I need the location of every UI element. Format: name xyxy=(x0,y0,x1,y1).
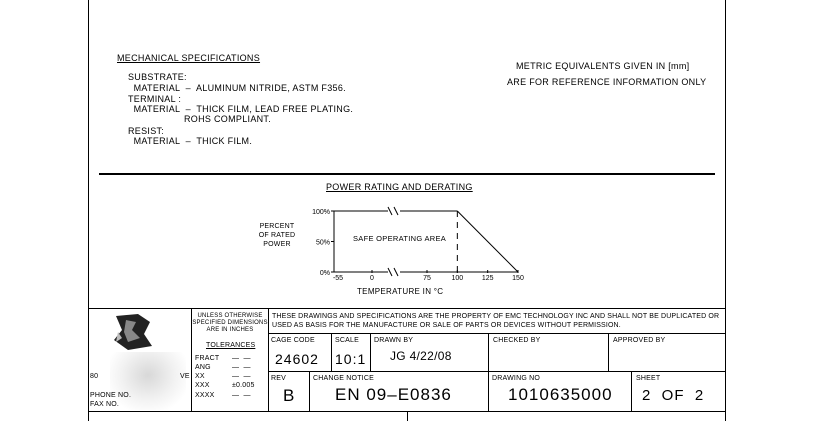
tol-value-ang: — — xyxy=(232,364,251,371)
company-logo-mark xyxy=(108,312,158,352)
company-phone: PHONE NO. xyxy=(90,392,132,399)
cage-code-label: CAGE CODE xyxy=(271,337,315,344)
x-tick-label: 75 xyxy=(423,275,431,282)
drawing-no-label: DRAWING NO xyxy=(492,375,541,382)
metric-note-line1: METRIC EQUIVALENTS GIVEN IN [mm] xyxy=(516,61,690,71)
y-tick-label: 50% xyxy=(315,239,330,247)
x-tick-label: 125 xyxy=(481,275,494,282)
tol-label-fract: FRACT xyxy=(195,355,220,362)
y-tick-label: 0% xyxy=(319,270,330,277)
drawn-by-label: DRAWN BY xyxy=(374,337,414,344)
change-notice-label: CHANGE NOTICE xyxy=(313,375,374,382)
sheet-label: SHEET xyxy=(636,375,661,382)
metric-note-line2: ARE FOR REFERENCE INFORMATION ONLY xyxy=(507,77,707,87)
change-notice-value: EN 09–E0836 xyxy=(335,385,452,404)
logo-icon xyxy=(108,312,158,352)
tol-label-xx: XX xyxy=(195,373,205,380)
x-tick-label: 150 xyxy=(512,275,524,282)
safe-operating-area-label: SAFE OPERATING AREA xyxy=(353,234,447,243)
x-tick-label: 100 xyxy=(451,275,464,282)
x-tick-label: 0 xyxy=(370,275,374,282)
sheet-value: 2 OF 2 xyxy=(642,387,705,404)
mechanical-line: ROHS COMPLIANT. xyxy=(128,114,272,124)
tol-value-xx: — — xyxy=(232,373,251,380)
tol-value-xxx: ±0.005 xyxy=(232,382,255,389)
tol-label-xxxx: XXXX xyxy=(195,392,215,399)
mechanical-line: MATERIAL – ALUMINUM NITRIDE, ASTM F356. xyxy=(128,83,346,93)
y-tick-label: 100% xyxy=(312,209,330,216)
tolerances-label: TOLERANCES xyxy=(206,342,256,349)
company-text-1: 80 xyxy=(90,373,99,380)
rev-label: REV xyxy=(271,375,286,382)
cage-code-value: 24602 xyxy=(275,351,319,367)
drawing-no-value: 1010635000 xyxy=(508,385,613,404)
tolerance-note: UNLESS OTHERWISE SPECIFIED DIMENSIONS ARE IN INCHES xyxy=(192,313,268,333)
x-tick-label: -55 xyxy=(332,275,344,282)
chart-title: POWER RATING AND DERATING xyxy=(326,182,473,192)
company-logo-fade xyxy=(110,352,186,410)
mechanical-line: SUBSTRATE: xyxy=(128,72,187,82)
rev-value: B xyxy=(283,386,296,405)
company-fax: FAX NO. xyxy=(90,401,120,408)
chart-ylabel-text: PERCENT OF RATED POWER xyxy=(258,223,296,248)
tol-label-ang: ANG xyxy=(195,364,211,371)
mechanical-line: MATERIAL – THICK FILM. xyxy=(128,136,253,146)
mechanical-line: MATERIAL – THICK FILM, LEAD FREE PLATING. xyxy=(128,104,354,114)
company-text-2: VE xyxy=(180,373,190,380)
scale-label: SCALE xyxy=(335,337,359,344)
tol-value-fract: — — xyxy=(232,355,251,362)
mechanical-line: RESIST: xyxy=(128,126,165,136)
mechanical-spec-title: MECHANICAL SPECIFICATIONS xyxy=(117,53,261,63)
scale-value: 10:1 xyxy=(335,351,367,367)
chart-xlabel: TEMPERATURE IN °C xyxy=(357,287,444,296)
drawn-by-value: JG 4/22/08 xyxy=(390,349,452,363)
approved-by-label: APPROVED BY xyxy=(613,337,666,344)
tol-value-xxxx: — — xyxy=(232,392,251,399)
tol-label-xxx: XXX xyxy=(195,382,210,389)
checked-by-label: CHECKED BY xyxy=(493,337,541,344)
property-notice: THESE DRAWINGS AND SPECIFICATIONS ARE THE PROPERTY OF EMC TECHNOLOGY INC AND SHALL NOT BE DUPLICATED OR USED AS BASIS FOR THE MANUFACTURE OR SALE OF PARTS OR DEVICES WITHOUT PERMISSION. xyxy=(272,313,720,329)
mechanical-line: TERMINAL : xyxy=(128,94,182,104)
